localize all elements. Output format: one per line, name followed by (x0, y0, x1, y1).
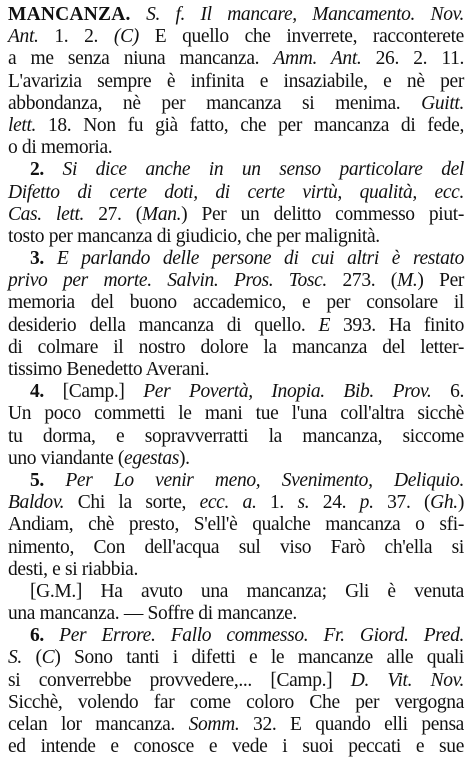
text-line (8, 182, 464, 204)
text-segment: 26. 2. 11. (361, 48, 464, 70)
text-segment: [Camp.] (62, 381, 144, 403)
text-line (8, 603, 464, 625)
text-line (8, 559, 464, 581)
text-segment: ). (179, 447, 190, 469)
text-segment: Guitt. (421, 92, 464, 114)
text-line (8, 93, 464, 115)
text-segment: Andiam, chè presto, S'ell'è qualche mancanza o sfi- (8, 514, 464, 536)
headword: MANCANZA. (8, 4, 131, 25)
text-segment: desti, e si riabbia. (8, 558, 139, 580)
text-line (8, 670, 464, 692)
text-segment: 32. E quando elli pensa (239, 714, 464, 735)
text-line (8, 714, 464, 736)
text-line (8, 137, 464, 159)
text-segment: ( (21, 647, 42, 669)
text-segment: E (318, 314, 330, 336)
text-segment: Somm. (188, 714, 240, 735)
text-line (8, 270, 464, 292)
text-segment: egestas (124, 447, 180, 469)
text-segment: privo per morte. Salvin. Pros. Tosc. (8, 270, 327, 292)
sense-number: 6. (30, 625, 60, 647)
text-line (8, 4, 464, 26)
text-segment: Gh. (430, 492, 458, 514)
text-segment: si converrebbe provvedere,... [Camp.] (8, 669, 351, 691)
text-segment: Per Povertà, Inopia. Bib. Prov. (143, 381, 432, 403)
text-segment: o di memoria. (8, 137, 113, 159)
text-line (8, 537, 464, 559)
text-line (8, 448, 464, 470)
text-line (8, 337, 464, 359)
text-segment: D. Vit. Nov. (350, 669, 464, 691)
text-segment: Un poco commetti le mani tue l'una coll'altra sicchè (8, 403, 464, 425)
text-line (8, 692, 464, 714)
text-segment: Difetto di certe doti, di certe virtù, qualità, ecc. (8, 181, 464, 203)
text-segment: a me senza niuna mancanza. (8, 48, 274, 70)
text-segment: nimento, Con dell'acqua sul viso Farò ch'ella si (8, 536, 464, 558)
text-line (8, 514, 464, 536)
sense-number: 4. (30, 381, 63, 403)
text-segment: Sicchè, volendo far come coloro Che per vergogna (8, 691, 464, 713)
text-segment: Si dice anche in un senso particolare del (62, 159, 464, 181)
text-segment: [G.M.] Ha avuto una mancanza; Gli è venuta (30, 580, 464, 602)
text-segment: S. (8, 647, 22, 669)
text-line (8, 115, 464, 137)
text-segment: tissimo Benedetto Averani. (8, 359, 210, 380)
text-segment: uno viandante ( (8, 447, 125, 469)
sense-number: 3. (30, 248, 57, 270)
sense-number: 2. (30, 159, 63, 181)
text-segment: 27. ( (84, 203, 142, 225)
text-segment: s. (297, 492, 310, 514)
text-line (8, 359, 464, 381)
text-segment: S. f. Il mancare, Mancamento. Nov. (130, 4, 464, 25)
text-segment: p. (359, 492, 374, 514)
text-line (8, 647, 464, 669)
text-segment: 273. ( (326, 270, 397, 292)
text-line (8, 426, 464, 448)
text-segment: memoria del buono accademico, e per consolare il (8, 292, 464, 314)
text-segment: Ant. (8, 26, 39, 48)
text-segment: E quello che inverrete, racconterete (138, 26, 464, 48)
text-line (8, 492, 464, 514)
text-segment: di colmare il nostro dolore la mancanza del letter- (8, 336, 464, 358)
text-segment: ecc. a. (199, 492, 257, 514)
text-segment: L'avarizia sempre è infinita e insaziabile, e nè per (8, 70, 464, 92)
text-line (8, 159, 464, 181)
text-segment: 6. (431, 381, 465, 403)
text-segment: lett. (8, 114, 37, 136)
text-segment: Amm. Ant. (273, 48, 362, 70)
text-line (8, 71, 464, 93)
text-segment: ) Per (417, 270, 465, 292)
text-segment: Cas. lett. (8, 203, 85, 225)
text-segment: tu dorma, e sopravverratti la mancanza, siccome (8, 425, 464, 447)
text-segment: tosto per mancanza di giudicio, che per malignità. (8, 225, 380, 247)
text-segment: C (41, 647, 55, 669)
text-segment: 18. Non fu già fatto, che per mancanza di fede, (36, 114, 464, 136)
text-line (8, 26, 464, 48)
text-segment: 37. ( (373, 492, 431, 514)
text-segment: Per Lo venir meno, Svenimento, Deliquio. (65, 469, 464, 491)
text-segment: (C) (113, 26, 139, 48)
text-segment: Per Errore. Fallo commesso. Fr. Giord. Pred. (59, 625, 464, 647)
text-segment: 1. (256, 492, 298, 514)
text-segment: E parlando delle persone di cui altri è restato (56, 248, 464, 270)
text-line (8, 470, 464, 492)
text-line (8, 736, 464, 758)
text-line (8, 625, 464, 647)
text-segment: una mancanza. — Soffre di mancanze. (8, 603, 297, 625)
text-segment: abbondanza, nè per mancanza si menima. (8, 92, 422, 114)
sense-number: 5. (30, 469, 66, 491)
text-segment: ed intende e conosce e vede i suoi peccati e sue (8, 736, 464, 758)
text-line (8, 403, 464, 425)
text-line (8, 381, 464, 403)
text-line (8, 226, 464, 248)
text-segment: 1. 2. (38, 26, 114, 48)
text-segment: Man. (141, 203, 182, 225)
text-segment: ) (457, 492, 464, 514)
text-line (8, 204, 464, 226)
text-segment: Baldov. (8, 492, 65, 514)
text-segment: desiderio della mancanza di quello. (8, 314, 319, 336)
text-line (8, 248, 464, 270)
text-segment: 393. Ha finito (330, 314, 465, 336)
text-segment: 24. (309, 492, 360, 514)
text-segment: ) Per un delitto commesso piut- (181, 203, 464, 225)
text-line (8, 315, 464, 337)
text-segment: ) Sono tanti i difetti e le mancanze alle quali (54, 647, 465, 669)
text-line (8, 292, 464, 314)
text-segment: celan lor mancanza. (8, 714, 189, 735)
text-segment: M. (396, 270, 418, 292)
text-line (8, 581, 464, 603)
text-segment: Chi la sorte, (64, 492, 200, 514)
text-line (8, 48, 464, 70)
